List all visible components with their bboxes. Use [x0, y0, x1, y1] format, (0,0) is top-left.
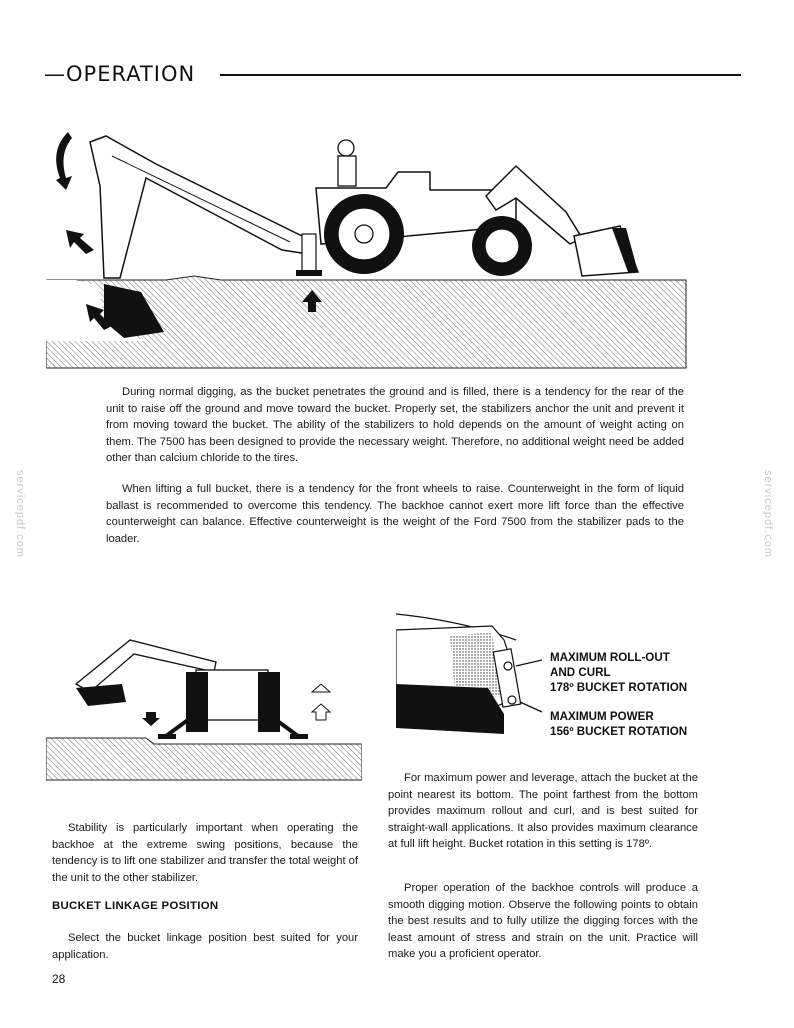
callout-max-power-line1: MAXIMUM POWER [550, 710, 654, 723]
stabilizer-swing-illustration [46, 632, 362, 782]
paragraph-proper-operation: Proper operation of the backhoe controls will produce a smooth digging motion. Observe the following points to obtain the best results and to fully utilize the digging forces with the least amount of stress and strain on the unit. Practice will make you a proficient operator. [388, 882, 698, 961]
callout-max-power-line2: 156º BUCKET ROTATION [550, 725, 688, 738]
section-header [44, 62, 704, 92]
page-number: 28 [52, 972, 66, 986]
callout-max-rollout-line1: MAXIMUM ROLL-OUT [550, 651, 670, 664]
section-title: —OPERATION [44, 62, 196, 86]
callout-max-power [550, 709, 687, 739]
heading-bucket-linkage: BUCKET LINKAGE POSITION [52, 900, 219, 912]
header-rule [220, 74, 741, 76]
callout-max-rollout [550, 650, 687, 695]
backhoe-digging-illustration [46, 126, 700, 372]
callout-max-rollout-line2: AND CURL [550, 666, 611, 679]
bucket-linkage-illustration [396, 606, 542, 756]
paragraph-max-power-attach: For maximum power and leverage, attach the bucket at the point nearest its bottom. The point farthest from the bottom provides maximum rollout and curl, and is best suited for straight-wall applications. It also provides maximum clearance at full lift height. Bucket rotation in this setting is 178º. [388, 772, 698, 851]
paragraph-lifting-counterweight: When lifting a full bucket, there is a tendency for the front wheels to raise. Counterweight in the form of liquid ballast is recommended to overcome this tendency. The backhoe cannot exert more lift force than the effective counterweight can balance. Effective counterweight is the weight of the Ford 7500 from the stabilizer pads to the loader. [106, 483, 684, 545]
callout-max-rollout-line3: 178º BUCKET ROTATION [550, 681, 688, 694]
watermark-left: servicepdf.com [14, 470, 26, 558]
watermark-right: servicepdf.com [762, 470, 774, 558]
paragraph-digging-tendency: During normal digging, as the bucket penetrates the ground and is filled, there is a tendency for the rear of the unit to raise off the ground and move toward the bucket. Properly set, the stabilizers anchor the unit and prevent it from moving toward the bucket. The ability of the stabilizers to hold depends on the amount of weight acting on them. The 7500 has been designed to provide the necessary weight. Therefore, no additional weight need be added other than calcium chloride to the tires. [106, 386, 684, 465]
paragraph-select-linkage: Select the bucket linkage position best suited for your application. [52, 932, 358, 961]
paragraph-stability: Stability is particularly important when operating the backhoe at the extreme swing positions, because the tendency is to lift one stabilizer and transfer the total weight of the unit to the other stabilizer. [52, 822, 358, 884]
